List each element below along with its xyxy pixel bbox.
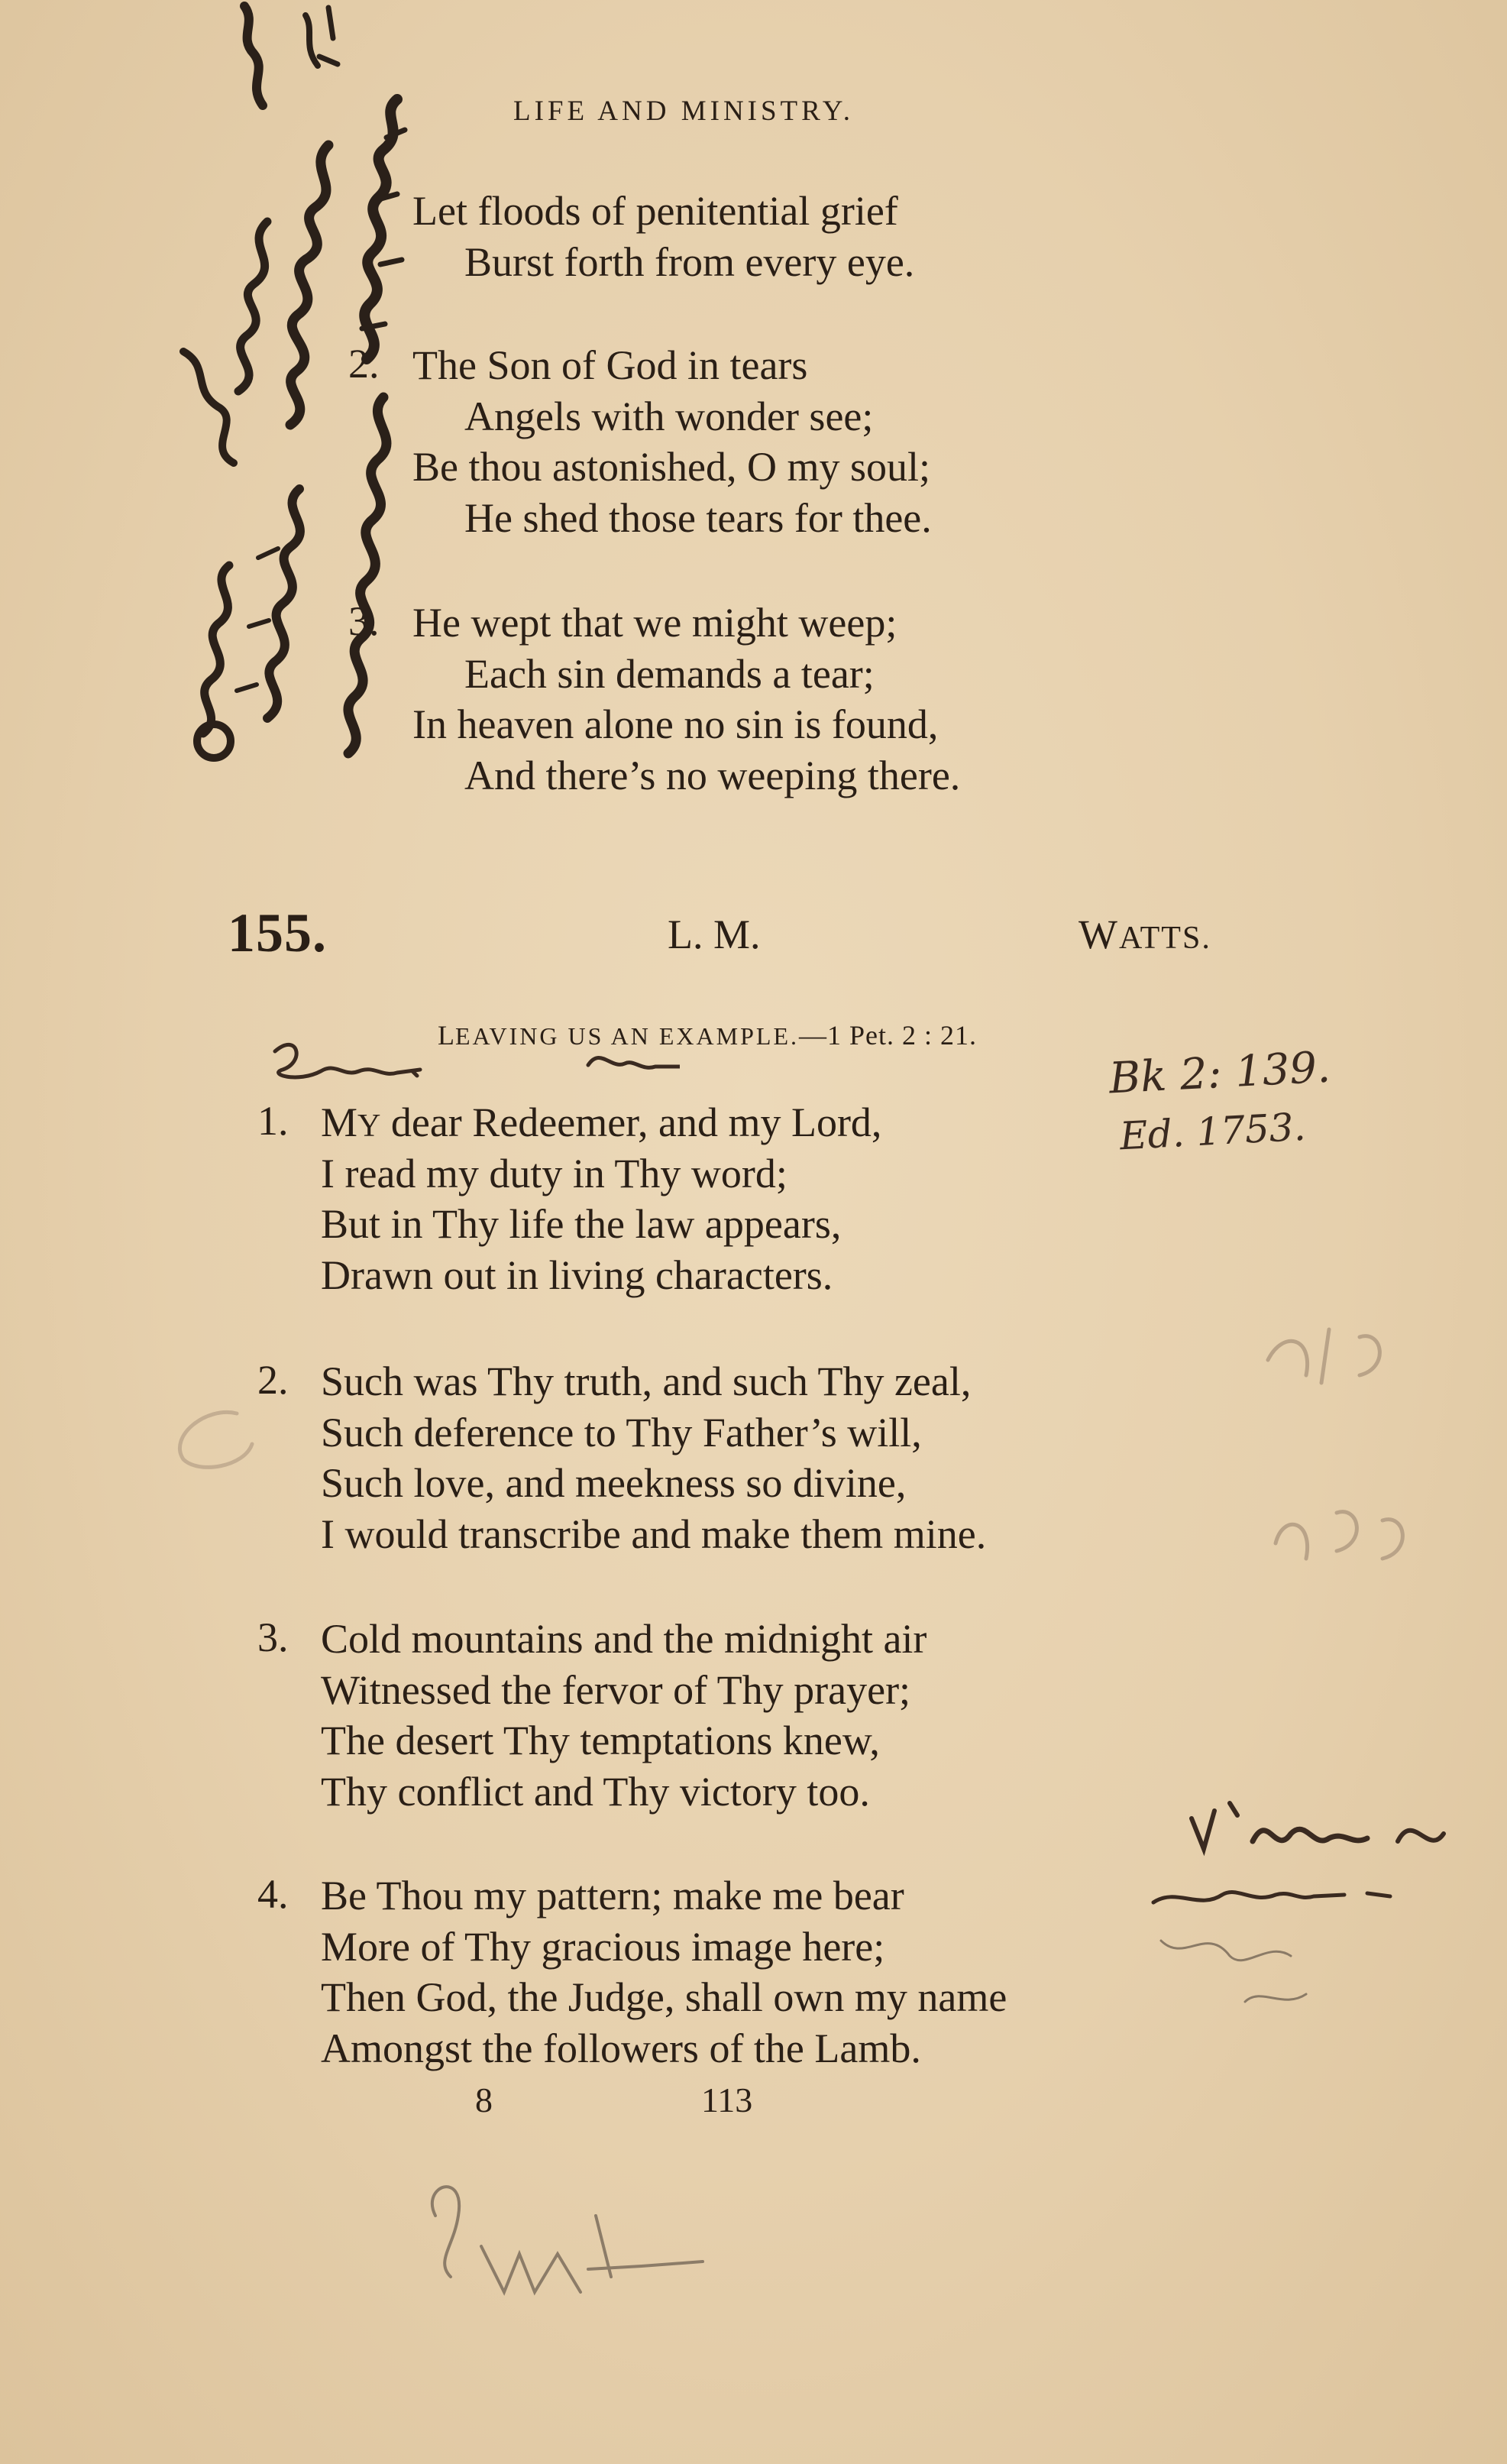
subtitle-initial: L: [438, 1020, 455, 1051]
verse-number: 4.: [257, 1871, 289, 1917]
verse-line: Witnessed the fervor of Thy prayer;: [321, 1666, 911, 1713]
faint-pencil-scribble: [1253, 1314, 1482, 1620]
verse-line: Cold mountains and the midnight air: [321, 1616, 927, 1662]
verse-line-first: [321, 1097, 881, 1148]
verse-line: And there’s no weeping there.: [464, 752, 961, 798]
pencil-scribble: [1138, 1773, 1459, 2017]
verse-line: Thy conflict and Thy victory too.: [321, 1768, 870, 1815]
handwritten-note: Bk 2: 139.: [1108, 1042, 1332, 1104]
verse-line: More of Thy gracious image here;: [321, 1923, 885, 1970]
continuation-stanza: [412, 186, 914, 287]
verse-number: 3.: [257, 1614, 289, 1660]
verse-line: In heaven alone no sin is found,: [412, 701, 939, 747]
stanza: [412, 597, 960, 801]
first-line-rest: dear Redeemer, and my Lord,: [380, 1099, 882, 1145]
stanza: [321, 1614, 927, 1817]
verse-line: The desert Thy temptations knew,: [321, 1718, 880, 1763]
hymn-number: 155.: [228, 902, 327, 963]
verse-line: The Son of God in tears: [412, 342, 808, 388]
faint-pencil-scribble: [160, 1398, 267, 1490]
verse-line: Be Thou my pattern; make me bear: [321, 1873, 904, 1918]
signature-mark: 8: [475, 2080, 493, 2119]
verse-line: Let floods of penitential grief: [412, 188, 898, 234]
verse-line: Burst forth from every eye.: [464, 238, 915, 285]
scripture-reference: —1 Pet. 2 : 21.: [798, 1020, 977, 1051]
running-header: LIFE AND MINISTRY.: [513, 96, 854, 127]
verse-line: Then God, the Judge, shall own my name: [321, 1974, 1007, 2020]
faint-pencil-scribble: [405, 2139, 741, 2353]
verse-line: But in Thy life the law appears,: [321, 1201, 842, 1247]
handwritten-note: Ed. 1753.: [1118, 1104, 1307, 1159]
verse-number: 1.: [257, 1098, 289, 1144]
dropcap: M: [321, 1099, 358, 1145]
stanza: [321, 1356, 986, 1559]
subtitle-text: EAVING US AN EXAMPLE.: [455, 1022, 799, 1050]
first-word-rest: Y: [357, 1109, 381, 1144]
author-initial: W: [1079, 911, 1119, 957]
verse-line: He shed those tears for thee.: [464, 494, 932, 541]
stanza: [321, 1870, 1007, 2074]
verse-line: He wept that we might weep;: [412, 600, 897, 646]
verse-line: I would transcribe and make them mine.: [321, 1510, 987, 1557]
verse-line: Such love, and meekness so divine,: [321, 1460, 907, 1506]
page-number: 113: [701, 2080, 753, 2119]
verse-line: Amongst the followers of the Lamb.: [321, 2025, 921, 2071]
stanza: [321, 1097, 881, 1300]
verse-number: 2.: [257, 1357, 289, 1403]
hymn-meter: L. M.: [668, 911, 761, 957]
verse-line: Such was Thy truth, and such Thy zeal,: [321, 1358, 972, 1404]
verse-line: Such deference to Thy Father’s will,: [321, 1409, 922, 1455]
verse-line: I read my duty in Thy word;: [321, 1150, 787, 1196]
verse-line: Drawn out in living characters.: [321, 1251, 833, 1298]
verse-line: Each sin demands a tear;: [464, 650, 875, 697]
left-margin-handwriting: [76, 0, 428, 779]
verse-number: 3.: [348, 598, 380, 644]
verse-line: Be thou astonished, O my soul;: [412, 444, 930, 490]
verse-line: Angels with wonder see;: [464, 393, 874, 439]
author-rest: ATTS.: [1118, 921, 1211, 956]
stanza: [412, 340, 932, 543]
pencil-scribble: [252, 1024, 680, 1093]
verse-number: 2.: [348, 341, 380, 387]
hymn-author: [1079, 911, 1211, 958]
